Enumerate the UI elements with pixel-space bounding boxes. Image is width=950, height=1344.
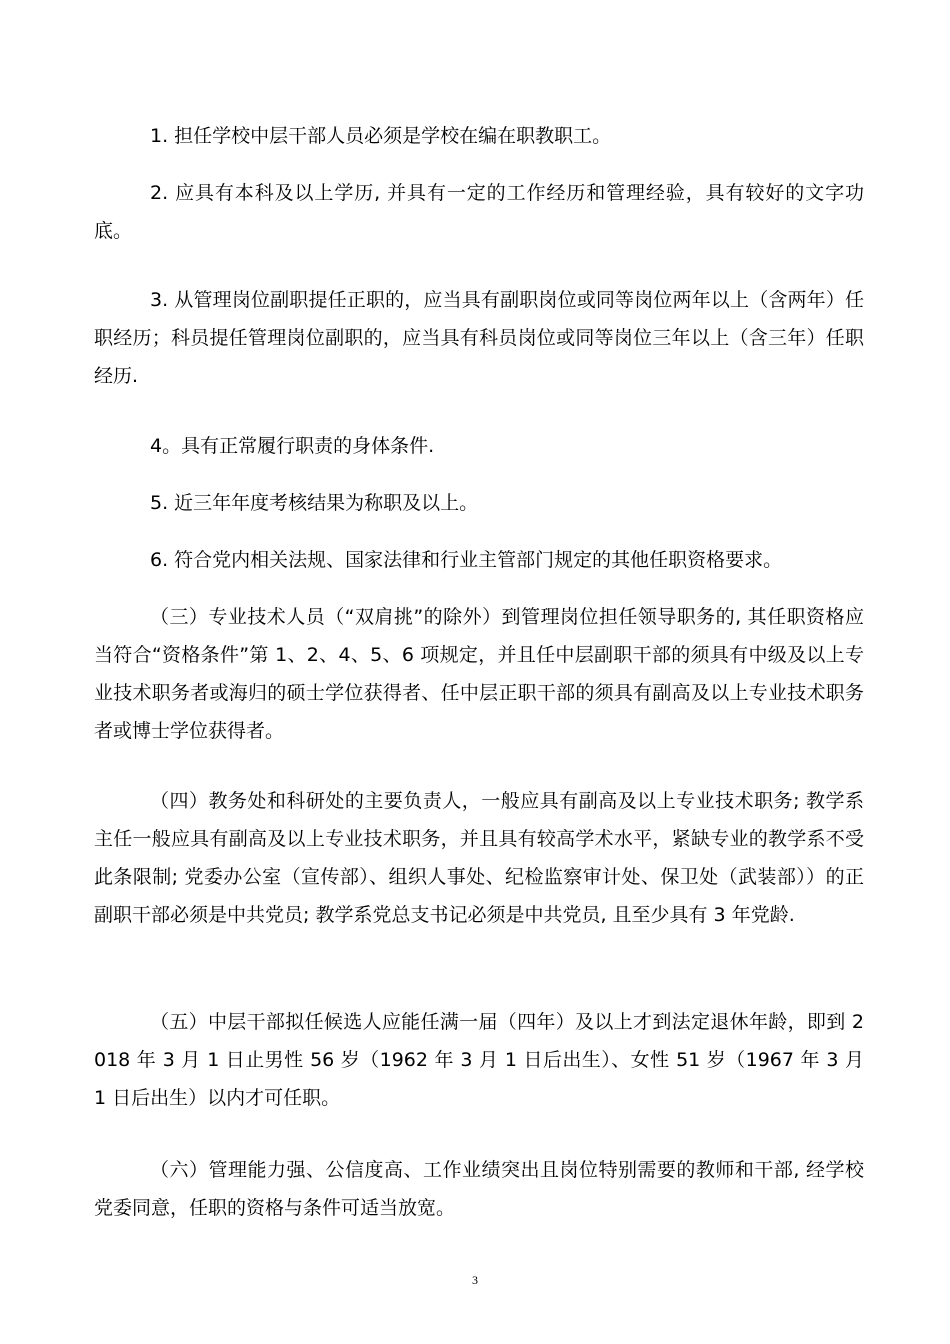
paragraph-3: 3. 从管理岗位副职提任正职的，应当具有副职岗位或同等岗位两年以上（含两年）任职经历；科员提任管理岗位副职的，应当具有科员岗位或同等岗位三年以上（含三年）任职经历. [94,289,864,387]
paragraph-4: 4。具有正常履行职责的身体条件. [150,435,435,457]
paragraph-section-3: （三）专业技术人员（“双肩挑”的除外）到管理岗位担任领导职务的, 其任职资格应当符合“资格条件”第 1、2、4、5、6 项规定，并且任中层副职干部的须具有中级及以上专业技术职务者或海归的硕士学位获得者、任中层正职干部的须具有副高及以上专业技术职务者或博士学位获得者。 [94,606,864,742]
paragraph-6: 6. 符合党内相关法规、国家法律和行业主管部门规定的其他任职资格要求。 [150,549,783,571]
page-number: 3 [472,1273,478,1287]
paragraph-section-6: （六）管理能力强、公信度高、工作业绩突出且岗位特别需要的教师和干部, 经学校党委同意，任职的资格与条件可适当放宽。 [94,1159,864,1219]
paragraph-2: 2. 应具有本科及以上学历, 并具有一定的工作经历和管理经验，具有较好的文字功底。 [94,182,864,242]
paragraph-section-5: （五）中层干部拟任候选人应能任满一届（四年）及以上才到法定退休年龄，即到 2018 年 3 月 1 日止男性 56 岁（1962 年 3 月 1 日后出生）、女性 51 岁（1967 年 3 月 1 日后出生）以内才可任职。 [94,1011,864,1109]
paragraph-5: 5. 近三年年度考核结果为称职及以上。 [150,492,479,514]
paragraph-1: 1. 担任学校中层干部人员必须是学校在编在职教职工。 [150,125,612,147]
paragraph-section-4: （四）教务处和科研处的主要负责人，一般应具有副高及以上专业技术职务; 教学系主任一般应具有副高及以上专业技术职务，并且具有较高学术水平，紧缺专业的教学系不受此条限制; 党委办公室（宣传部）、组织人事处、纪检监察审计处、保卫处（武装部））的正副职干部必须是中共党员; 教学系党总支书记必须是中共党员, 且至少具有 3 年党龄. [94,790,864,926]
